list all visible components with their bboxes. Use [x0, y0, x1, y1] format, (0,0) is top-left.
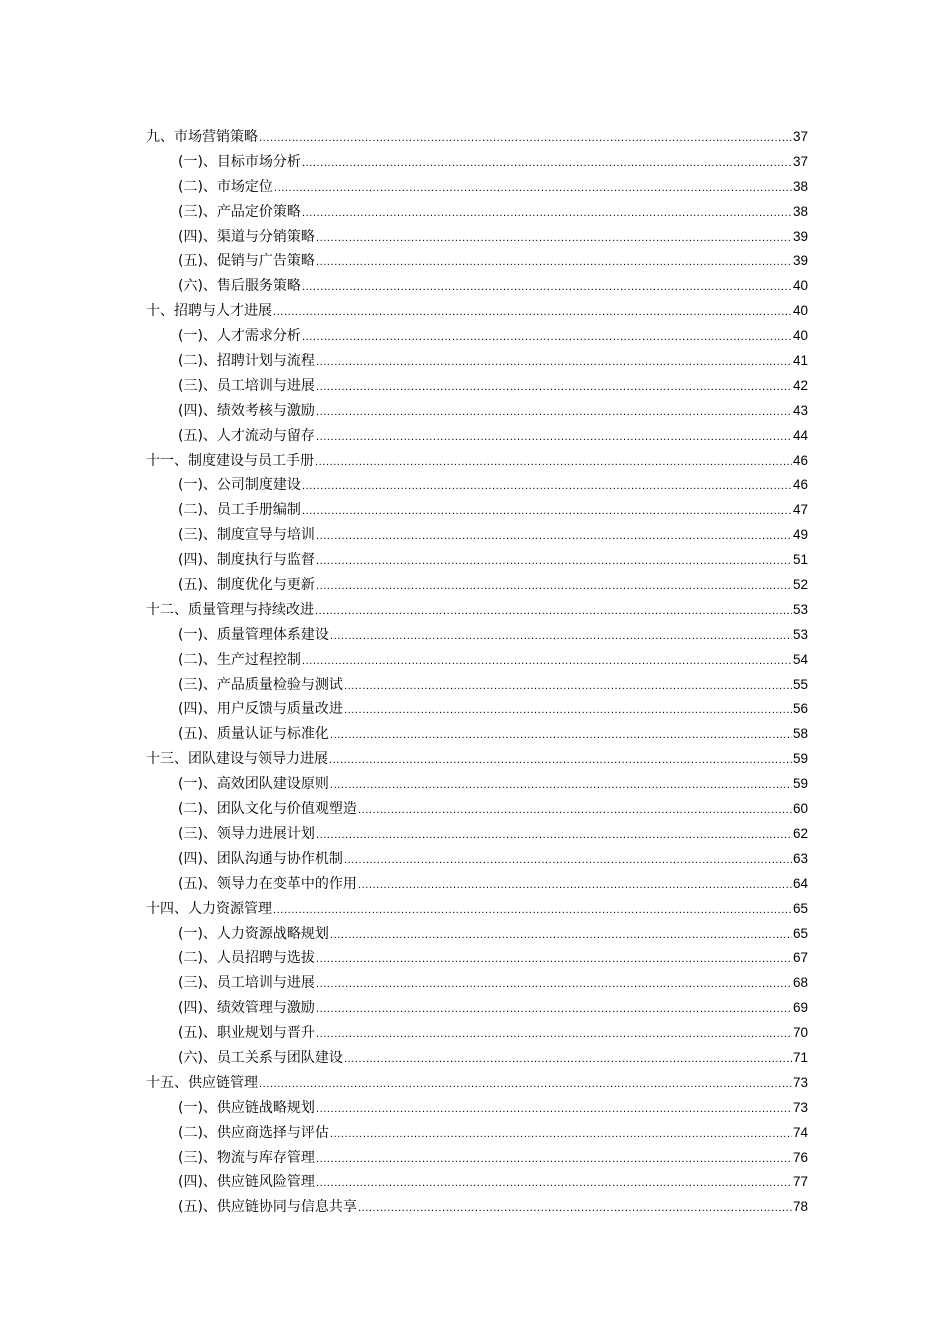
toc-section-entry[interactable] [146, 971, 808, 996]
toc-entry-label: (六)、员工关系与团队建设 [178, 1049, 343, 1066]
toc-entry-label: (二)、市场定位 [178, 178, 273, 195]
toc-entry-label: (五)、职业规划与晋升 [178, 1025, 315, 1042]
toc-page-number: 41 [792, 353, 808, 369]
toc-dot-leader [316, 1171, 792, 1195]
toc-section-entry[interactable] [146, 722, 808, 747]
toc-page-number: 43 [792, 402, 808, 418]
toc-section-entry[interactable] [146, 797, 808, 822]
toc-page-number: 40 [792, 278, 808, 294]
toc-dot-leader [302, 151, 792, 175]
toc-page-number: 74 [792, 1124, 808, 1140]
toc-entry-label: (三)、制度宣导与培训 [178, 527, 315, 544]
toc-page-number: 76 [792, 1149, 808, 1165]
toc-entry-label: (三)、员工培训与进展 [178, 377, 315, 394]
toc-dot-leader [329, 748, 792, 772]
toc-entry-label: (一)、目标市场分析 [178, 153, 301, 170]
toc-entry-label: (二)、员工手册编制 [178, 502, 301, 519]
toc-section-entry[interactable] [146, 673, 808, 698]
toc-section-entry[interactable] [146, 399, 808, 424]
toc-entry-label: (二)、生产过程控制 [178, 651, 301, 668]
toc-dot-leader [274, 176, 792, 200]
toc-section-entry[interactable] [146, 623, 808, 648]
toc-dot-leader [316, 947, 792, 971]
toc-section-entry[interactable] [146, 498, 808, 523]
toc-dot-leader [273, 300, 792, 324]
toc-section-entry[interactable] [146, 922, 808, 947]
toc-section-entry[interactable] [146, 822, 808, 847]
toc-chapter-entry[interactable] [146, 598, 808, 623]
toc-dot-leader [315, 450, 792, 474]
toc-entry-label: (二)、供应商选择与评估 [178, 1124, 329, 1141]
toc-page-number: 47 [792, 502, 808, 518]
toc-section-entry[interactable] [146, 175, 808, 200]
toc-page-number: 58 [792, 726, 808, 742]
toc-chapter-entry[interactable] [146, 299, 808, 324]
toc-dot-leader [330, 773, 792, 797]
toc-section-entry[interactable] [146, 200, 808, 225]
toc-section-entry[interactable] [146, 697, 808, 722]
toc-section-entry[interactable] [146, 1146, 808, 1171]
toc-dot-leader [302, 201, 792, 225]
toc-entry-label: (四)、用户反馈与质量改进 [178, 701, 343, 718]
toc-section-entry[interactable] [146, 523, 808, 548]
toc-page-number: 69 [792, 1000, 808, 1016]
toc-dot-leader [302, 325, 792, 349]
toc-entry-label: (六)、售后服务策略 [178, 278, 301, 295]
toc-section-entry[interactable] [146, 946, 808, 971]
toc-dot-leader [316, 997, 792, 1021]
toc-dot-leader [316, 823, 792, 847]
toc-section-entry[interactable] [146, 1195, 808, 1220]
toc-entry-label: (三)、物流与库存管理 [178, 1149, 315, 1166]
toc-page-number: 56 [792, 701, 808, 717]
toc-entry-label: 十四、人力资源管理 [146, 900, 272, 917]
toc-page-number: 71 [792, 1049, 808, 1065]
toc-page-number: 54 [792, 651, 808, 667]
toc-dot-leader [316, 425, 792, 449]
toc-entry-label: 十一、制度建设与员工手册 [146, 452, 314, 469]
toc-entry-label: (五)、质量认证与标准化 [178, 726, 329, 743]
toc-dot-leader [259, 1072, 792, 1096]
toc-dot-leader [316, 524, 792, 548]
toc-section-entry[interactable] [146, 1021, 808, 1046]
toc-chapter-entry[interactable] [146, 1071, 808, 1096]
toc-section-entry[interactable] [146, 349, 808, 374]
toc-entry-label: (四)、团队沟通与协作机制 [178, 850, 343, 867]
toc-dot-leader [344, 1047, 792, 1071]
toc-entry-label: 九、市场营销策略 [146, 129, 258, 145]
toc-dot-leader [316, 250, 792, 274]
toc-page-number: 77 [792, 1174, 808, 1190]
toc-dot-leader [316, 350, 792, 374]
toc-entry-label: (五)、人才流动与留存 [178, 427, 315, 444]
toc-dot-leader [316, 574, 792, 598]
toc-page-number: 46 [792, 477, 808, 493]
toc-entry-label: 十、招聘与人才进展 [146, 303, 272, 320]
toc-page-number: 53 [792, 626, 808, 642]
toc-section-entry[interactable] [146, 274, 808, 299]
toc-entry-label: (一)、高效团队建设原则 [178, 776, 329, 793]
toc-page-number: 78 [792, 1199, 808, 1215]
toc-chapter-entry[interactable] [146, 449, 808, 474]
toc-dot-leader [259, 126, 792, 150]
toc-page-number: 44 [792, 427, 808, 443]
table-of-contents [146, 125, 808, 1220]
toc-section-entry[interactable] [146, 872, 808, 897]
toc-chapter-entry[interactable] [146, 747, 808, 772]
toc-section-entry[interactable] [146, 548, 808, 573]
toc-section-entry[interactable] [146, 1046, 808, 1071]
toc-section-entry[interactable] [146, 573, 808, 598]
toc-section-entry[interactable] [146, 996, 808, 1021]
toc-entry-label: 十五、供应链管理 [146, 1074, 258, 1091]
toc-entry-label: (三)、员工培训与进展 [178, 975, 315, 992]
toc-page-number: 42 [792, 377, 808, 393]
toc-entry-label: (四)、制度执行与监督 [178, 552, 315, 569]
toc-entry-label: (一)、人才需求分析 [178, 328, 301, 345]
toc-page-number: 49 [792, 527, 808, 543]
toc-dot-leader [330, 923, 792, 947]
toc-section-entry[interactable] [146, 374, 808, 399]
toc-page-number: 73 [792, 1074, 808, 1090]
toc-page-number: 70 [792, 1025, 808, 1041]
toc-page-number: 55 [792, 676, 808, 692]
toc-section-entry[interactable] [146, 772, 808, 797]
toc-entry-label: (二)、招聘计划与流程 [178, 353, 315, 370]
toc-entry-label: (三)、产品质量检验与测试 [178, 676, 343, 693]
toc-dot-leader [316, 549, 792, 573]
toc-section-entry[interactable] [146, 225, 808, 250]
toc-entry-label: (三)、产品定价策略 [178, 203, 301, 220]
toc-dot-leader [316, 400, 792, 424]
toc-page-number: 60 [792, 801, 808, 817]
toc-page-number: 51 [792, 552, 808, 568]
toc-section-entry[interactable] [146, 1096, 808, 1121]
toc-entry-label: (二)、人员招聘与选拔 [178, 950, 315, 967]
toc-page-number: 37 [792, 129, 808, 144]
toc-dot-leader [344, 698, 792, 722]
toc-dot-leader [330, 624, 792, 648]
toc-dot-leader [316, 1147, 792, 1171]
toc-section-entry[interactable] [146, 648, 808, 673]
toc-section-entry[interactable] [146, 150, 808, 175]
toc-dot-leader [316, 1097, 792, 1121]
toc-dot-leader [302, 275, 792, 299]
toc-entry-label: (一)、质量管理体系建设 [178, 626, 329, 643]
toc-dot-leader [344, 848, 792, 872]
toc-dot-leader [316, 226, 792, 250]
toc-chapter-entry[interactable] [146, 897, 808, 922]
toc-dot-leader [330, 1122, 792, 1146]
toc-section-entry[interactable] [146, 1121, 808, 1146]
toc-dot-leader [358, 1196, 792, 1220]
toc-entry-label: 十二、质量管理与持续改进 [146, 601, 314, 618]
toc-section-entry[interactable] [146, 1170, 808, 1195]
toc-page-number: 39 [792, 253, 808, 269]
toc-entry-label: (一)、公司制度建设 [178, 477, 301, 494]
toc-page-number: 59 [792, 751, 808, 767]
toc-entry-label: (三)、领导力进展计划 [178, 825, 315, 842]
toc-section-entry[interactable] [146, 249, 808, 274]
toc-page-number: 63 [792, 850, 808, 866]
toc-page-number: 46 [792, 452, 808, 468]
toc-page-number: 59 [792, 776, 808, 792]
toc-dot-leader [302, 474, 792, 498]
toc-page-number: 73 [792, 1099, 808, 1115]
toc-page-number: 53 [792, 601, 808, 617]
toc-page-number: 68 [792, 975, 808, 991]
toc-page-number: 39 [792, 228, 808, 244]
toc-page-number: 37 [792, 153, 808, 169]
toc-dot-leader [316, 972, 792, 996]
toc-entry-label: (一)、供应链战略规划 [178, 1099, 315, 1116]
toc-dot-leader [315, 599, 792, 623]
toc-entry-label: (五)、促销与广告策略 [178, 253, 315, 270]
toc-section-entry[interactable] [146, 324, 808, 349]
toc-entry-label: (二)、团队文化与价值观塑造 [178, 801, 357, 818]
toc-entry-label: (四)、绩效考核与激励 [178, 402, 315, 419]
toc-entry-label: (五)、供应链协同与信息共享 [178, 1199, 357, 1216]
toc-dot-leader [330, 723, 792, 747]
toc-dot-leader [316, 375, 792, 399]
toc-page-number: 38 [792, 178, 808, 194]
toc-page-number: 52 [792, 577, 808, 593]
toc-page-number: 38 [792, 203, 808, 219]
toc-dot-leader [344, 674, 792, 698]
toc-page-number: 67 [792, 950, 808, 966]
toc-dot-leader [316, 1022, 792, 1046]
toc-dot-leader [358, 798, 792, 822]
toc-section-entry[interactable] [146, 424, 808, 449]
toc-entry-label: (五)、制度优化与更新 [178, 577, 315, 594]
toc-entry-label: (四)、渠道与分销策略 [178, 228, 315, 245]
toc-dot-leader [302, 649, 792, 673]
toc-page-number: 64 [792, 875, 808, 891]
toc-section-entry[interactable] [146, 847, 808, 872]
toc-page-number: 65 [792, 925, 808, 941]
toc-chapter-entry[interactable] [146, 125, 808, 150]
toc-page-number: 40 [792, 303, 808, 319]
toc-dot-leader [358, 873, 792, 897]
toc-page-number: 62 [792, 825, 808, 841]
toc-page-number: 65 [792, 900, 808, 916]
toc-page-number: 40 [792, 328, 808, 344]
toc-entry-label: (五)、领导力在变革中的作用 [178, 875, 357, 892]
toc-entry-label: (一)、人力资源战略规划 [178, 925, 329, 942]
toc-entry-label: 十三、团队建设与领导力进展 [146, 751, 328, 768]
toc-entry-label: (四)、供应链风险管理 [178, 1174, 315, 1191]
toc-dot-leader [273, 898, 792, 922]
toc-entry-label: (四)、绩效管理与激励 [178, 1000, 315, 1017]
toc-section-entry[interactable] [146, 473, 808, 498]
toc-dot-leader [302, 499, 792, 523]
